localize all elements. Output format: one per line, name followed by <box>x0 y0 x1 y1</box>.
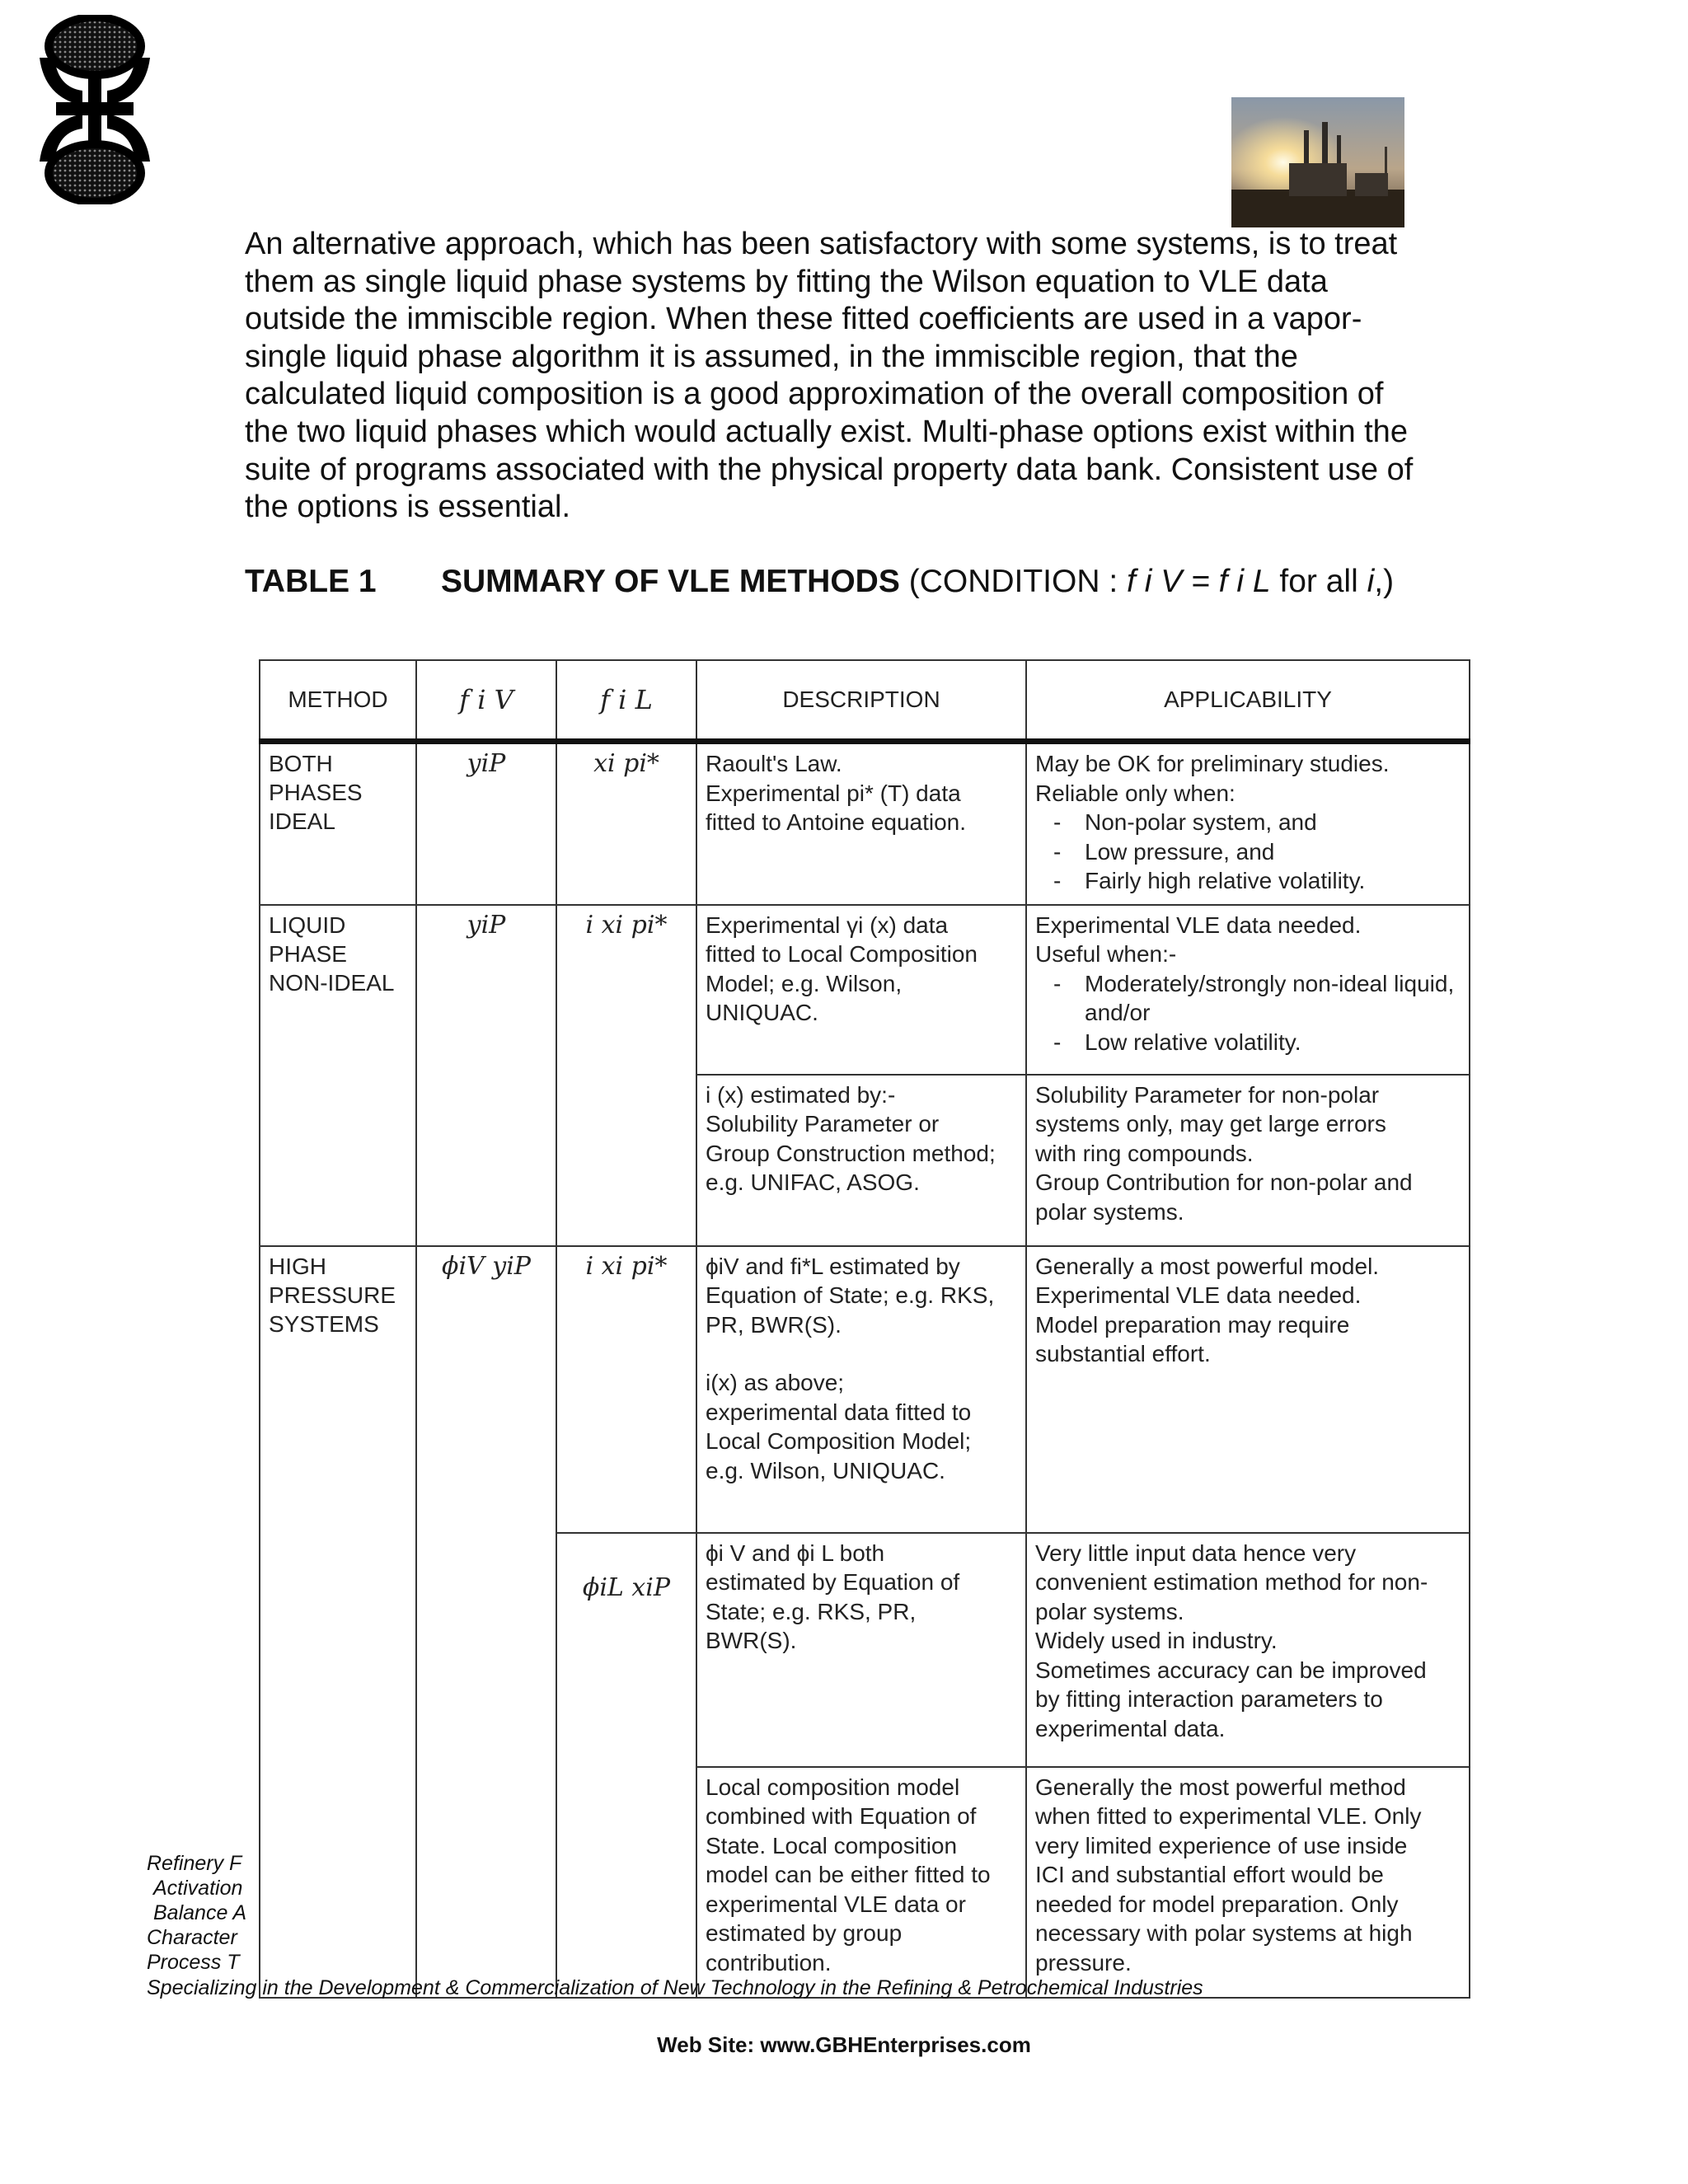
table-row <box>260 905 1470 1075</box>
applicability-cell: Experimental VLE data needed. Useful when:- - Moderately/strongly non-ideal liquid, and/or - Low relative volatility. <box>1026 905 1470 1075</box>
header-applicability: APPLICABILITY <box>1026 660 1470 742</box>
condition-mid: for all <box>1270 564 1367 599</box>
vle-methods-table-container <box>259 659 1469 1992</box>
vle-methods-table <box>259 659 1470 1999</box>
refinery-photo <box>1231 97 1404 227</box>
header-description: DESCRIPTION <box>696 660 1026 742</box>
website-link[interactable]: Web Site: www.GBHEnterprises.com <box>657 2032 1031 2057</box>
fiv-cell: ϕiV yiP <box>416 1246 556 1998</box>
fil-cell: i xi pi* <box>556 1246 696 1533</box>
description-cell: Experimental γi (x) data fitted to Local Composition Model; e.g. Wilson, UNIQUAC. <box>696 905 1026 1075</box>
applicability-cell: Solubility Parameter for non-polar systems only, may get large errors with ring compounds. Group Contribution for non-polar and polar systems. <box>1026 1075 1470 1246</box>
applicability-cell: Generally the most powerful method when fitted to experimental VLE. Only very limited experience of use inside ICI and substantial effort would be needed for model preparation. Only necessary with polar systems at high pressure. <box>1026 1767 1470 1998</box>
header-fiv: f i V <box>416 660 556 742</box>
table-title <box>245 564 1394 600</box>
bullet-item: - Low pressure, and <box>1053 838 1275 865</box>
description-cell: ϕiV and fi*L estimated by Equation of State; e.g. RKS, PR, BWR(S). i(x) as above; experimental data fitted to Local Composition Model; e.g. Wilson, UNIQUAC. <box>696 1246 1026 1533</box>
condition-prefix: (CONDITION : <box>908 564 1128 599</box>
bullet-item: - Moderately/strongly non-ideal liquid, and/or <box>1053 970 1455 1025</box>
condition-i: i <box>1367 564 1375 599</box>
fil-cell: xi pi* <box>556 742 696 905</box>
table-row <box>260 742 1470 905</box>
fiv-cell: yiP <box>416 742 556 905</box>
bullet-item: - Low relative volatility. <box>1053 1029 1301 1055</box>
footer-tagline: Specializing in the Development & Commercialization of New Technology in the Refining & Petrochemical Industries <box>147 1976 1203 1999</box>
table-header-row <box>260 660 1470 742</box>
footer-services-list: Refinery F Activation Balance A Character Process T <box>147 1852 247 1974</box>
description-cell: i (x) estimated by:- Solubility Parameter or Group Construction method; e.g. UNIFAC, ASOG. <box>696 1075 1026 1246</box>
description-cell: Raoult's Law. Experimental pi* (T) data fitted to Antoine equation. <box>696 742 1026 905</box>
method-cell: BOTH PHASES IDEAL <box>260 742 416 905</box>
company-logo <box>33 15 157 204</box>
fil-cell: i xi pi* <box>556 905 696 1246</box>
table-row <box>260 1246 1470 1533</box>
description-cell: Local composition model combined with Equation of State. Local composition model can be either fitted to experimental VLE data or estimated by group contribution. <box>696 1767 1026 1998</box>
bullet-item: - Fairly high relative volatility. <box>1053 868 1366 893</box>
applicability-cell: May be OK for preliminary studies. Reliable only when: - Non-polar system, and - Low pressure, and - Fairly high relative volatility. <box>1026 742 1470 905</box>
condition-formula: f i V = f i L <box>1127 564 1271 599</box>
header-method: METHOD <box>260 660 416 742</box>
applicability-cell: Generally a most powerful model. Experimental VLE data needed. Model preparation may require substantial effort. <box>1026 1246 1470 1533</box>
bullet-item: - Non-polar system, and <box>1053 809 1317 835</box>
method-cell: HIGH PRESSURE SYSTEMS <box>260 1246 416 1998</box>
header-fil: f i L <box>556 660 696 742</box>
method-cell: LIQUID PHASE NON-IDEAL <box>260 905 416 1246</box>
fil-cell: ϕiL xiP <box>556 1533 696 1998</box>
description-cell: ϕi V and ϕi L both estimated by Equation of State; e.g. RKS, PR, BWR(S). <box>696 1533 1026 1767</box>
table-number: TABLE 1 <box>245 564 377 599</box>
fiv-cell: yiP <box>416 905 556 1246</box>
applicability-cell: Very little input data hence very convenient estimation method for non- polar systems. Widely used in industry. Sometimes accuracy can be improved by fitting interaction parameters to experimental data. <box>1026 1533 1470 1767</box>
condition-suffix: ,) <box>1374 564 1395 599</box>
intro-paragraph: An alternative approach, which has been satisfactory with some systems, is to treat them as single liquid phase systems by fitting the Wilson equation to VLE data outside the immiscible region. When these fitted coefficients are used in a vapor-single liquid phase algorithm it is assumed, in the immiscible region, that the calculated liquid composition is a good approximation of the overall composition of the two liquid phases which would actually exist. Multi-phase options exist within the suite of programs associated with the physical property data bank. Consistent use of the options is essential. <box>245 227 1414 525</box>
table-heading: SUMMARY OF VLE METHODS <box>441 564 900 599</box>
